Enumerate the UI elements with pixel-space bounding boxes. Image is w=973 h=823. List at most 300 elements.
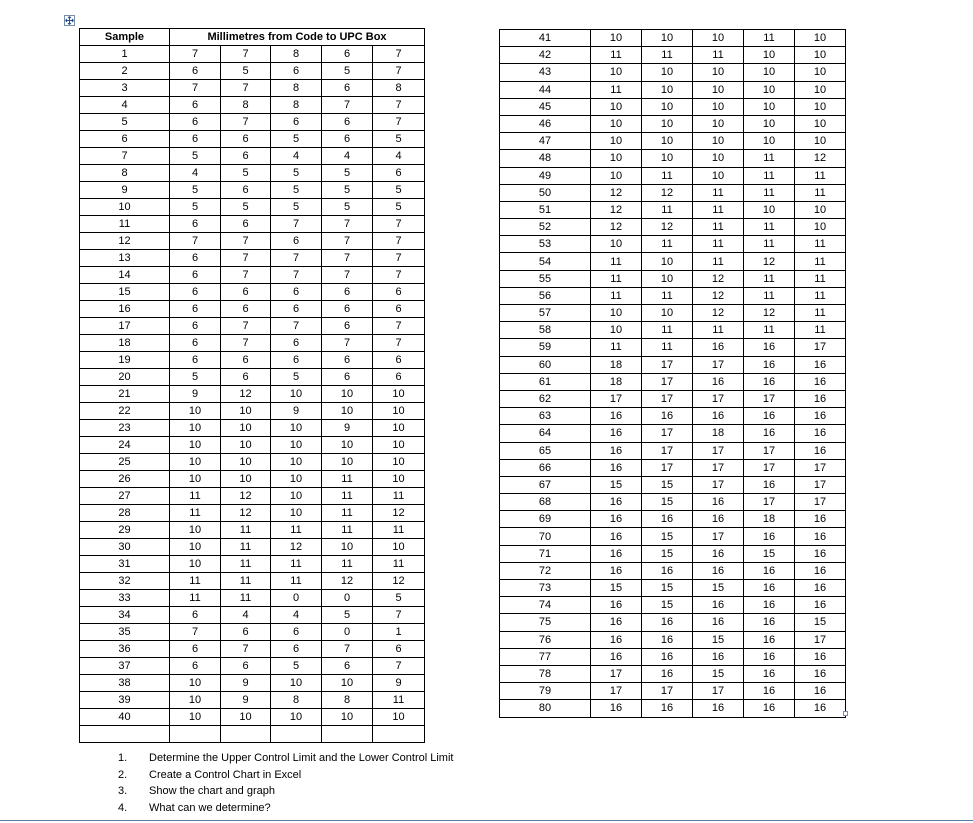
measurement-cell: 16 — [744, 476, 795, 493]
sample-number-cell: 12 — [80, 233, 170, 250]
measurement-cell: 11 — [373, 522, 425, 539]
table-row — [80, 624, 425, 641]
measurement-cell: 16 — [693, 597, 744, 614]
table-row — [80, 539, 425, 556]
instruction-item — [118, 783, 453, 800]
table-row — [80, 63, 425, 80]
measurement-cell: 16 — [693, 408, 744, 425]
measurement-cell: 12 — [591, 219, 642, 236]
table-row — [80, 131, 425, 148]
measurement-cell: 6 — [170, 63, 221, 80]
measurement-cell: 16 — [795, 545, 846, 562]
instruction-number: 4. — [118, 801, 128, 814]
measurement-cell: 17 — [591, 390, 642, 407]
instruction-text: Create a Control Chart in Excel — [149, 768, 302, 781]
measurement-cell: 16 — [693, 614, 744, 631]
measurement-cell: 4 — [322, 148, 373, 165]
measurement-cell: 10 — [744, 81, 795, 98]
sample-number-cell: 2 — [80, 63, 170, 80]
measurement-cell: 6 — [221, 216, 271, 233]
measurement-cell: 10 — [271, 675, 322, 692]
sample-number-cell: 1 — [80, 46, 170, 63]
measurement-cell: 12 — [322, 573, 373, 590]
measurement-cell: 16 — [591, 459, 642, 476]
measurement-cell: 6 — [322, 352, 373, 369]
measurement-cell: 7 — [322, 97, 373, 114]
measurement-cell: 11 — [642, 287, 693, 304]
measurement-cell: 11 — [373, 692, 425, 709]
measurement-cell: 6 — [170, 607, 221, 624]
measurement-cell: 6 — [170, 267, 221, 284]
measurement-cell: 17 — [591, 683, 642, 700]
measurement-cell: 12 — [221, 505, 271, 522]
measurement-cell: 7 — [373, 318, 425, 335]
measurement-cell: 7 — [373, 114, 425, 131]
measurement-cell: 10 — [693, 64, 744, 81]
sample-number-cell: 49 — [500, 167, 591, 184]
sample-number-cell: 71 — [500, 545, 591, 562]
measurement-cell: 6 — [322, 114, 373, 131]
measurement-cell: 16 — [744, 683, 795, 700]
measurement-cell: 16 — [744, 614, 795, 631]
sample-number-cell: 57 — [500, 305, 591, 322]
measurement-cell: 15 — [642, 597, 693, 614]
measurement-cell: 16 — [642, 614, 693, 631]
measurement-cell: 5 — [271, 369, 322, 386]
measurement-cell: 10 — [795, 98, 846, 115]
measurement-cell: 16 — [591, 442, 642, 459]
measurement-cell: 17 — [642, 683, 693, 700]
table-row — [500, 167, 846, 184]
instruction-number: 1. — [118, 752, 128, 764]
page-bottom-border — [0, 820, 973, 821]
measurement-cell: 12 — [744, 253, 795, 270]
measurement-cell: 5 — [271, 658, 322, 675]
measurement-cell: 16 — [795, 425, 846, 442]
measurement-cell: 10 — [271, 437, 322, 454]
measurement-cell: 8 — [322, 692, 373, 709]
measurement-cell: 5 — [373, 131, 425, 148]
sample-number-cell: 60 — [500, 356, 591, 373]
sample-number-cell: 14 — [80, 267, 170, 284]
table-row — [500, 580, 846, 597]
measurement-cell: 6 — [322, 46, 373, 63]
sample-number-cell: 18 — [80, 335, 170, 352]
measurement-cell: 16 — [795, 356, 846, 373]
measurement-cell: 16 — [642, 408, 693, 425]
measurement-cell: 16 — [744, 356, 795, 373]
measurement-cell: 16 — [795, 683, 846, 700]
measurement-cell: 7 — [322, 250, 373, 267]
measurement-cell — [322, 726, 373, 743]
measurement-cell: 7 — [221, 335, 271, 352]
measurement-cell: 16 — [591, 511, 642, 528]
measurement-cell: 10 — [373, 437, 425, 454]
samples-table-1-40 — [79, 28, 425, 743]
measurement-cell: 10 — [170, 420, 221, 437]
measurement-cell: 10 — [642, 133, 693, 150]
measurement-cell: 15 — [591, 476, 642, 493]
measurement-cell: 12 — [642, 184, 693, 201]
measurement-cell: 9 — [170, 386, 221, 403]
measurement-cell: 10 — [373, 386, 425, 403]
table-row — [500, 700, 846, 717]
measurement-cell: 6 — [170, 335, 221, 352]
measurement-cell: 6 — [271, 624, 322, 641]
measurement-cell: 11 — [322, 556, 373, 573]
measurement-cell: 17 — [693, 390, 744, 407]
measurement-cell: 7 — [221, 318, 271, 335]
measurement-cell: 11 — [642, 236, 693, 253]
table-row — [500, 322, 846, 339]
measurement-cell: 10 — [221, 454, 271, 471]
table-row — [500, 150, 846, 167]
measurement-cell: 7 — [271, 250, 322, 267]
measurement-cell: 15 — [642, 545, 693, 562]
measurement-cell: 0 — [322, 624, 373, 641]
measurement-cell: 11 — [221, 573, 271, 590]
measurement-cell: 10 — [591, 305, 642, 322]
measurement-cell: 16 — [591, 597, 642, 614]
measurement-cell: 10 — [591, 133, 642, 150]
measurement-cell: 6 — [221, 624, 271, 641]
move-arrows-icon — [65, 16, 74, 25]
measurement-cell: 7 — [322, 641, 373, 658]
measurement-cell: 10 — [221, 437, 271, 454]
sample-number-cell: 28 — [80, 505, 170, 522]
table-row — [80, 641, 425, 658]
measurement-cell: 12 — [693, 287, 744, 304]
table-row — [500, 236, 846, 253]
measurement-cell: 11 — [795, 287, 846, 304]
table-row — [80, 369, 425, 386]
measurement-cell: 12 — [373, 505, 425, 522]
measurement-cell: 10 — [221, 420, 271, 437]
measurement-cell: 11 — [744, 287, 795, 304]
table-row — [80, 488, 425, 505]
measurement-cell: 7 — [373, 216, 425, 233]
instruction-item — [118, 767, 453, 784]
measurement-cell: 7 — [373, 46, 425, 63]
measurement-cell: 18 — [591, 356, 642, 373]
table-row — [80, 352, 425, 369]
measurement-cell: 17 — [795, 339, 846, 356]
measurement-cell: 11 — [642, 339, 693, 356]
measurement-cell: 11 — [170, 590, 221, 607]
measurement-cell: 8 — [271, 46, 322, 63]
measurement-cell: 15 — [744, 545, 795, 562]
measurement-cell: 11 — [271, 522, 322, 539]
table-row — [500, 47, 846, 64]
measurement-cell: 11 — [795, 322, 846, 339]
measurement-cell: 10 — [373, 403, 425, 420]
table-row — [80, 403, 425, 420]
measurement-cell: 11 — [795, 236, 846, 253]
sample-number-cell: 46 — [500, 115, 591, 132]
measurement-cell: 11 — [744, 167, 795, 184]
sample-number-cell: 10 — [80, 199, 170, 216]
measurement-cell: 6 — [322, 80, 373, 97]
measurement-cell: 16 — [795, 700, 846, 717]
table-header-row — [80, 29, 425, 46]
measurement-cell: 6 — [373, 352, 425, 369]
measurement-cell: 11 — [744, 270, 795, 287]
table-row — [80, 505, 425, 522]
sample-number-cell: 42 — [500, 47, 591, 64]
sample-number-cell: 17 — [80, 318, 170, 335]
measurement-cell: 4 — [271, 148, 322, 165]
measurement-cell: 11 — [795, 184, 846, 201]
measurement-cell: 12 — [693, 305, 744, 322]
measurement-cell: 16 — [795, 528, 846, 545]
measurement-cell: 16 — [591, 408, 642, 425]
measurement-cell: 16 — [693, 373, 744, 390]
measurement-cell: 12 — [591, 201, 642, 218]
measurement-cell: 17 — [642, 373, 693, 390]
measurement-cell: 9 — [373, 675, 425, 692]
measurement-cell: 10 — [795, 81, 846, 98]
measurement-cell: 15 — [642, 494, 693, 511]
measurement-cell: 10 — [642, 64, 693, 81]
table-row — [500, 425, 846, 442]
measurement-cell: 6 — [271, 233, 322, 250]
table-row — [500, 201, 846, 218]
measurement-cell: 6 — [322, 318, 373, 335]
measurement-cell: 11 — [744, 150, 795, 167]
measurement-cell: 6 — [322, 369, 373, 386]
sample-number-cell: 35 — [80, 624, 170, 641]
measurement-cell: 16 — [795, 373, 846, 390]
measurement-cell: 17 — [693, 356, 744, 373]
measurement-cell: 6 — [322, 658, 373, 675]
measurement-cell: 0 — [322, 590, 373, 607]
measurement-cell: 11 — [221, 522, 271, 539]
measurement-cell: 7 — [322, 335, 373, 352]
measurement-cell: 11 — [221, 539, 271, 556]
measurement-cell: 16 — [591, 494, 642, 511]
measurement-cell: 10 — [373, 709, 425, 726]
measurement-cell: 11 — [591, 81, 642, 98]
sample-number-cell: 53 — [500, 236, 591, 253]
sample-number-cell: 38 — [80, 675, 170, 692]
measurement-cell: 17 — [642, 390, 693, 407]
measurement-cell: 17 — [693, 683, 744, 700]
measurement-cell: 16 — [642, 665, 693, 682]
measurement-cell: 7 — [373, 658, 425, 675]
measurement-cell: 16 — [744, 562, 795, 579]
sample-number-cell: 69 — [500, 511, 591, 528]
measurement-cell: 7 — [373, 63, 425, 80]
sample-number-cell: 23 — [80, 420, 170, 437]
measurement-cell: 5 — [271, 165, 322, 182]
measurement-cell: 16 — [693, 494, 744, 511]
table-row — [80, 607, 425, 624]
measurement-cell: 16 — [591, 631, 642, 648]
measurement-cell: 11 — [322, 505, 373, 522]
measurement-cell: 8 — [271, 692, 322, 709]
sample-number-cell: 59 — [500, 339, 591, 356]
measurement-cell: 6 — [170, 658, 221, 675]
sample-number-cell: 65 — [500, 442, 591, 459]
table-row — [500, 30, 846, 47]
measurement-cell: 11 — [744, 322, 795, 339]
measurement-cell: 6 — [271, 352, 322, 369]
measurement-cell: 10 — [744, 115, 795, 132]
sample-number-cell: 37 — [80, 658, 170, 675]
measurement-cell: 6 — [221, 301, 271, 318]
measurement-cell: 17 — [693, 528, 744, 545]
measurement-cell: 7 — [373, 233, 425, 250]
instruction-item — [118, 750, 453, 767]
table-resize-handle[interactable] — [843, 711, 848, 716]
table-row — [80, 318, 425, 335]
sample-number-cell: 79 — [500, 683, 591, 700]
measurement-cell: 11 — [373, 556, 425, 573]
measurement-cell: 11 — [693, 219, 744, 236]
measurement-cell: 6 — [271, 284, 322, 301]
measurement-cell: 17 — [693, 442, 744, 459]
measurement-cell: 10 — [693, 167, 744, 184]
table-row — [500, 665, 846, 682]
table-row — [500, 81, 846, 98]
measurement-cell: 7 — [373, 97, 425, 114]
measurement-cell: 10 — [322, 437, 373, 454]
measurement-cell: 11 — [693, 47, 744, 64]
sample-number-cell: 16 — [80, 301, 170, 318]
measurement-cell: 6 — [271, 641, 322, 658]
measurement-cell: 10 — [221, 471, 271, 488]
sample-number-cell — [80, 726, 170, 743]
measurement-cell: 11 — [591, 253, 642, 270]
measurement-cell: 16 — [795, 442, 846, 459]
measurement-cell — [170, 726, 221, 743]
measurement-cell: 7 — [221, 114, 271, 131]
measurement-cell: 11 — [693, 253, 744, 270]
measurement-cell: 6 — [170, 301, 221, 318]
measurement-cell: 10 — [744, 98, 795, 115]
measurement-cell: 6 — [221, 369, 271, 386]
measurement-cell: 10 — [795, 133, 846, 150]
measurement-cell: 17 — [642, 356, 693, 373]
measurement-cell: 10 — [322, 454, 373, 471]
measurement-cell: 7 — [221, 233, 271, 250]
measurement-cell: 7 — [221, 267, 271, 284]
sample-number-cell: 26 — [80, 471, 170, 488]
measurement-cell: 10 — [795, 64, 846, 81]
measurement-cell: 5 — [322, 199, 373, 216]
measurement-cell: 6 — [271, 114, 322, 131]
table-row — [80, 590, 425, 607]
measurement-cell: 10 — [591, 150, 642, 167]
measurement-cell: 16 — [795, 597, 846, 614]
sample-number-cell: 41 — [500, 30, 591, 47]
sample-number-cell: 66 — [500, 459, 591, 476]
measurement-cell: 10 — [642, 150, 693, 167]
sample-number-cell: 78 — [500, 665, 591, 682]
measurement-cell: 17 — [744, 494, 795, 511]
measurement-cell: 16 — [795, 562, 846, 579]
measurement-cell: 8 — [373, 80, 425, 97]
measurement-cell: 6 — [221, 284, 271, 301]
measurement-cell: 7 — [170, 46, 221, 63]
measurement-cell: 7 — [221, 46, 271, 63]
measurement-cell: 7 — [170, 80, 221, 97]
sample-number-cell: 34 — [80, 607, 170, 624]
sample-number-cell: 30 — [80, 539, 170, 556]
instruction-text: Determine the Upper Control Limit and the Lower Control Limit — [149, 752, 454, 764]
sample-number-cell: 15 — [80, 284, 170, 301]
measurement-cell: 4 — [373, 148, 425, 165]
measurement-cell: 10 — [170, 556, 221, 573]
sample-number-cell: 29 — [80, 522, 170, 539]
sample-number-cell: 5 — [80, 114, 170, 131]
measurement-cell: 10 — [693, 150, 744, 167]
measurement-cell: 17 — [744, 442, 795, 459]
measurement-cell: 10 — [373, 539, 425, 556]
sample-number-cell: 76 — [500, 631, 591, 648]
table-row — [80, 692, 425, 709]
table-row — [80, 471, 425, 488]
measurement-cell: 16 — [744, 631, 795, 648]
measurement-cell: 10 — [591, 322, 642, 339]
measurement-cell: 10 — [271, 471, 322, 488]
measurement-cell: 17 — [795, 494, 846, 511]
measurement-cell: 5 — [373, 199, 425, 216]
sample-number-cell: 67 — [500, 476, 591, 493]
measurement-cell: 11 — [693, 322, 744, 339]
table-row — [80, 335, 425, 352]
measurement-cell: 10 — [744, 47, 795, 64]
measurement-cell: 9 — [221, 675, 271, 692]
measurement-cell: 11 — [795, 167, 846, 184]
measurement-cell: 16 — [744, 528, 795, 545]
measurement-cell: 16 — [744, 425, 795, 442]
measurement-cell: 6 — [221, 658, 271, 675]
table-row — [500, 511, 846, 528]
sample-number-cell: 22 — [80, 403, 170, 420]
table-row — [500, 356, 846, 373]
instruction-number: 3. — [118, 785, 128, 797]
measurement-cell: 6 — [322, 284, 373, 301]
table-row — [80, 573, 425, 590]
measurement-cell: 11 — [170, 505, 221, 522]
measurement-cell: 10 — [170, 437, 221, 454]
table-row — [500, 614, 846, 631]
measurement-cell: 5 — [170, 148, 221, 165]
measurement-cell: 11 — [271, 556, 322, 573]
sample-number-cell: 32 — [80, 573, 170, 590]
table-row — [80, 267, 425, 284]
measurement-cell: 11 — [373, 488, 425, 505]
measurement-cell: 11 — [221, 556, 271, 573]
measurement-cell: 11 — [591, 270, 642, 287]
measurement-cell: 11 — [170, 488, 221, 505]
table-row — [500, 528, 846, 545]
instructions-list — [118, 750, 453, 816]
measurement-cell: 17 — [642, 425, 693, 442]
measurement-cell: 16 — [795, 511, 846, 528]
measurement-cell: 6 — [373, 369, 425, 386]
measurement-cell: 6 — [170, 284, 221, 301]
measurement-cell: 10 — [642, 305, 693, 322]
measurement-cell: 10 — [271, 709, 322, 726]
measurement-cell: 16 — [642, 631, 693, 648]
table-move-handle[interactable] — [64, 15, 75, 26]
measurement-cell: 17 — [591, 665, 642, 682]
measurement-cell: 12 — [744, 305, 795, 322]
measurement-cell: 7 — [221, 250, 271, 267]
measurement-cell: 15 — [693, 665, 744, 682]
